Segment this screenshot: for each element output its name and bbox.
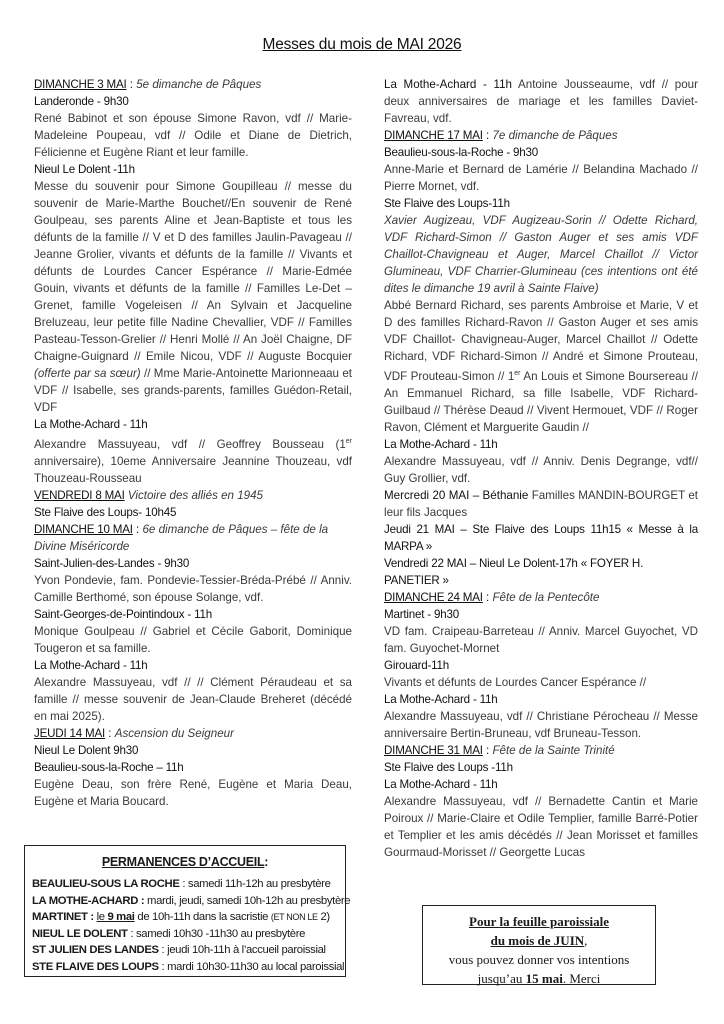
mass-location: Ste Flaive des Loups- 10h45 [34, 505, 177, 519]
day-header-3-mai: DIMANCHE 3 MAI : 5e dimanche de Pâques [34, 78, 262, 91]
mass-location: Beaulieu-sous-la-Roche – 11h [34, 760, 184, 774]
mass-location: Ste Flaive des Loups-11h [384, 197, 510, 210]
mass-location: Girouard-11h [384, 658, 450, 672]
permanence-row: STE FLAIVE DES LOUPS : mardi 10h30-11h30 au local paroissial [32, 960, 345, 973]
notice-line: Pour la feuille paroissiale [469, 914, 609, 929]
permanence-row: NIEUL LE DOLENT : samedi 10h30 -11h30 au presbytère [32, 927, 306, 940]
day-header-31-mai: DIMANCHE 31 MAI : Fête de la Sainte Trinité [384, 743, 615, 757]
intentions: Eugène Deau, son frère René, Eugène et Maria Deau, Eugène et Maria Boucard. [34, 777, 352, 808]
mass-location: Nieul Le Dolent 9h30 [34, 743, 139, 757]
page-title: Messes du mois de MAI 2026 [262, 36, 462, 53]
permanence-row: ST JULIEN DES LANDES : jeudi 10h-11h à l’accueil paroissial [32, 944, 326, 956]
permanence-row: MARTINET : le 9 mai de 10h-11h dans la sacristie (ET NON LE 2) [32, 911, 330, 923]
intentions: La Mothe-Achard - 11h Antoine Jousseaume, vdf // pour deux anniversaires de mariage et les familles Daviet-Favreau, vdf. [384, 78, 698, 125]
mass-location: Saint-Julien-des-Landes - 9h30 [34, 556, 190, 570]
day-header-24-mai: DIMANCHE 24 MAI : Fête de la Pentecôte [384, 590, 600, 604]
intentions: Alexandre Massuyeau, vdf // // Clément Péraudeau et sa famille // messe souvenir de Jean-Claude Breheret (décédé en mai 2025). [34, 675, 352, 723]
mass-location: La Mothe-Achard - 11h [34, 418, 148, 431]
notice-line: jusqu’au 15 mai. Merci [477, 971, 601, 986]
mass-location: Landeronde - 9h30 [34, 95, 129, 108]
intentions: Vivants et défunts de Lourdes Cancer Espérance // [384, 675, 647, 689]
day-date: DIMANCHE 3 MAI [34, 78, 127, 91]
mass-location: Nieul Le Dolent -11h [34, 163, 135, 176]
intentions: Yvon Pondevie, fam. Pondevie-Tessier-Bréda-Prébé // Anniv. Camille Berthomé, son épouse Solange, vdf. [34, 573, 352, 604]
day-header-10-mai: DIMANCHE 10 MAI : 6e dimanche de Pâques – fête de la Divine Miséricorde [34, 522, 329, 553]
day-header-8-mai: VENDREDI 8 MAI Victoire des alliés en 1945 [34, 488, 263, 502]
intentions: VD fam. Craipeau-Barreteau // Anniv. Marcel Guyochet, VD fam. Guyochet-Mornet [384, 624, 698, 655]
intentions: Alexandre Massuyeau, vdf // Geoffrey Bousseau (1er anniversaire), 10eme Anniversaire Jeannine Thouzeau, vdf Thouzeau-Rousseau [34, 437, 352, 485]
intentions: Mercredi 20 MAI – Béthanie Familles MANDIN-BOURGET et leur fils Jacques [384, 488, 698, 519]
intentions: Anne-Marie et Bernard de Lamérie // Belandina Machado // Pierre Mornet, vdf. [384, 163, 698, 193]
notice-line: vous pouvez donner vos intentions [448, 952, 630, 967]
day-header-14-mai: JEUDI 14 MAI : Ascension du Seigneur [34, 726, 234, 740]
intentions: Messe du souvenir pour Simone Goupilleau // messe du souvenir de Marie-Marthe Bouchet//En souvenir de René Goulpeau, ses parents Aline et Jean-Baptiste et tous les défunts de la famille // V et D des familles Jaulin-Pavageau // Jeanne Grolier, vivants et défunts de la famille // Vivants et défunts de Lourdes Cancer Espérance // Marie-Edmée Gouin, vivants et défunts de la famille // Familles Le-Det – Grenet, famille Vogeleisen // An Sylvain et Jacqueline Breluzeau, leur petite fille Nadine Chevallier, VDF // Familles Pasteau-Tesson-Grelier // Henri Mollé // An Joël Chaigne, DF Chaigne-Guignard // Emile Nicou, VDF // Auguste Bocquier (offerte par sa sœur) // Mme Marie-Antoinette Marionneaau et VDF // Isabelle, ses grands-parents, familles Guédon-Retail, VDF [34, 180, 352, 414]
mass-location: Jeudi 21 MAI – Ste Flaive des Loups 11h15 « Messe à la MARPA » [384, 522, 698, 553]
intentions-notice-box [422, 905, 656, 985]
notice-line: du mois de JUIN, [490, 933, 588, 948]
intentions: Abbé Bernard Richard, ses parents Ambroise et Marie, V et D des familles Richard-Ravon // Gaston Auger et ses amis VDF Chaillot- Chavigneau-Auger, Marcel Chaillot // Odette Richard, VDF Richard-Simon // André et Simone Prouteau, VDF Prouteau-Simon // 1er An Louis et Simone Boursereau // An Emmanuel Richard, sa fille Isabelle, VDF Richard-Guilbaud // Thérèse Deaud // Vivent Hermouet, VDF // Roger Ravon, Clément et Marguerite Gaudin // [384, 299, 698, 434]
mass-location: Beaulieu-sous-la-Roche - 9h30 [384, 146, 539, 159]
mass-location: Ste Flaive des Loups -11h [384, 760, 513, 774]
intentions: Alexandre Massuyeau, vdf // Anniv. Denis Degrange, vdf// Guy Grollier, vdf. [384, 454, 698, 485]
mass-location: La Mothe-Achard - 11h [384, 692, 498, 706]
mass-location: La Mothe-Achard - 11h [34, 658, 148, 672]
mass-location: Martinet - 9h30 [384, 607, 459, 621]
intentions: Alexandre Massuyeau, vdf // Bernadette Cantin et Marie Poiroux // Marie-Claire et Odile Templier, famille Barré-Potier et Templier et les amis décédés // Jean Morisset et familles Gourmaud-Morisset // Georgette Lucas [384, 794, 698, 859]
mass-location: Saint-Georges-de-Pointindoux - 11h [34, 607, 212, 621]
permanences-box [24, 845, 351, 977]
mass-location: Vendredi 22 MAI – Nieul Le Dolent-17h « FOYER H. PANETIER » [384, 556, 644, 587]
left-column [34, 76, 352, 810]
intentions: René Babinot et son épouse Simone Ravon, vdf // Marie-Madeleine Poupeau, vdf // Odile et Diane de Dietrich, Félicienne et Eugène Riant et leur famille. [34, 112, 352, 159]
intentions: Alexandre Massuyeau, vdf // Christiane Pérocheau // Messe anniversaire Bertin-Bruneau, vdf Bruneau-Tesson. [384, 709, 698, 740]
permanence-row: BEAULIEU-SOUS LA ROCHE : samedi 11h-12h au presbytère [32, 878, 331, 890]
mass-location: La Mothe-Achard - 11h [384, 437, 498, 451]
mass-location: La Mothe-Achard - 11h [384, 777, 498, 791]
day-header-17-mai: DIMANCHE 17 MAI : 7e dimanche de Pâques [384, 129, 618, 142]
intentions-italic: Xavier Augizeau, VDF Augizeau-Sorin // Odette Richard, VDF Richard-Simon // Gaston Auger et ses amis VDF Chaillot-Chavigneau et Auger, Marcel Chaillot // Victor Glumineau, VDF Charrier-Glumineau (ces intentions ont été dites le dimanche 19 avril à Sainte Flaive) [384, 214, 698, 295]
right-column [384, 76, 698, 861]
intentions: Monique Goulpeau // Gabriel et Cécile Gaborit, Dominique Tougeron et sa famille. [34, 624, 352, 655]
permanences-title: PERMANENCES D’ACCUEIL: [101, 855, 269, 869]
feast-name: 5e dimanche de Pâques [136, 78, 262, 91]
permanence-row: LA MOTHE-ACHARD : mardi, jeudi, samedi 10h-12h au presbytère [32, 894, 351, 907]
